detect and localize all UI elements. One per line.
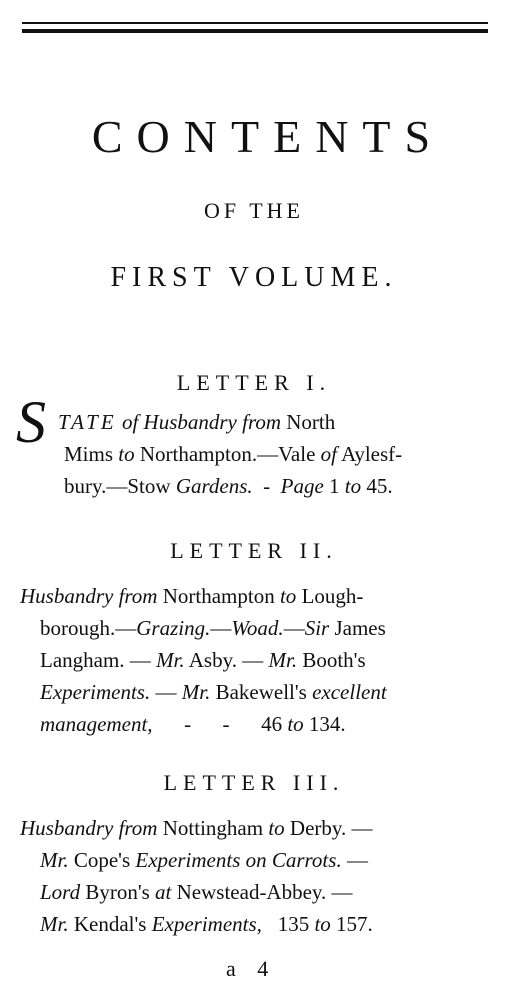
letter-3-line-1: Husbandry from Nottingham to Derby. — <box>20 816 373 840</box>
letter-3-line-3: Lord Byron's at Newstead-Abbey. — <box>40 880 353 904</box>
volume-title: FIRST VOLUME. <box>110 262 398 293</box>
drop-cap: S <box>16 389 46 455</box>
letter-2-line-4: Experiments. — Mr. Bakewell's excellent <box>40 680 387 704</box>
letter-1-line-2: Mims to Northampton.—Vale of Aylesf- <box>64 442 403 466</box>
letter-2-heading: LETTER II. <box>170 538 338 563</box>
signature-mark: a 4 <box>226 956 277 981</box>
subtitle-of-the: OF THE <box>204 198 304 223</box>
letter-3-line-2: Mr. Cope's Experiments on Carrots. — <box>40 848 368 872</box>
letter-2-line-3: Langham. — Mr. Asby. — Mr. Booth's <box>40 648 366 672</box>
letter-3-heading: LETTER III. <box>163 770 345 795</box>
letter-1-heading: LETTER I. <box>176 370 332 395</box>
letter-2-line-2: borough.—Grazing.—Woad.—Sir James <box>40 616 386 640</box>
top-rule-thick <box>22 29 488 33</box>
letter-2-line-5: management, - - 46 to 134. <box>40 712 346 736</box>
letter-3-line-4: Mr. Kendal's Experiments, 135 to 157. <box>40 912 373 936</box>
letter-1-line-3: bury.—Stow Gardens. - Page 1 to 45. <box>64 474 393 498</box>
letter-1-line-1: TATE of Husbandry from North <box>58 410 336 434</box>
letter-2-line-1: Husbandry from Northampton to Lough- <box>20 584 364 608</box>
top-rule-thin <box>22 22 488 24</box>
page-title: CONTENTS <box>91 111 445 162</box>
